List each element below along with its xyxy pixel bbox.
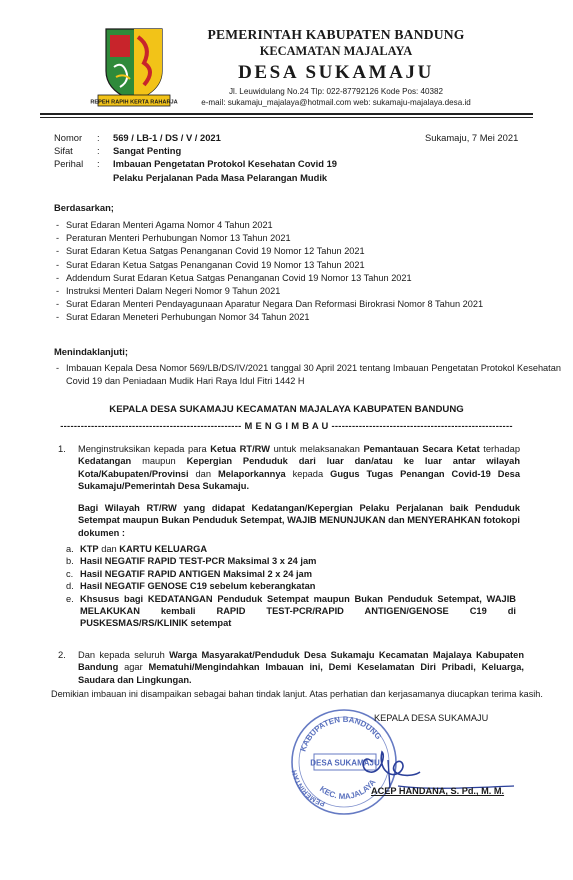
text-segment-bold: Kepergian Penduduk dari luar dan/atau ke luar antar wilayah Kota/Kabupaten/Provinsi bbox=[78, 456, 521, 479]
text-segment-bold: Warga Masyarakat/Penduduk Desa Sukamaju Kecamatan Majalaya Kabupaten Bandung bbox=[78, 650, 525, 673]
letterhead-divider bbox=[40, 113, 533, 115]
perihal-value-line1: Imbauan Pengetatan Protokol Kesehatan Covid 19 bbox=[113, 158, 338, 169]
document-requirements-list bbox=[66, 543, 516, 630]
berdasarkan-heading: Berdasarkan; bbox=[54, 202, 114, 213]
letterhead-regency: PEMERINTAH KABUPATEN BANDUNG bbox=[207, 27, 465, 42]
closing-text: Demikian imbauan ini disampaikan sebagai bahan tindak lanjut. Atas perhatian dan kerjasamanya diucapkan terima kasih. bbox=[51, 689, 543, 699]
point-2-paragraph bbox=[78, 649, 524, 686]
nomor-label: Nomor bbox=[54, 132, 83, 143]
stamp-bottom-text: KEC. MAJALAYA bbox=[318, 777, 378, 802]
text-segment: terhadap bbox=[479, 444, 521, 454]
mengimbau-divider: ----------------------------------------------------- M E N G I M B A U ----------------------------------------------------- bbox=[60, 420, 513, 431]
text-segment-bold: Khsusus bagi KEDATANGAN Penduduk Setempat maupun Bukan Penduduk Setempat, WAJIB MELAKUKAN kembali RAPID TEST-PCR/RAPID ANTIGEN/GENOSE C19 di PUSKESMAS/RS/KLINIK setempat bbox=[80, 593, 516, 629]
letterhead-village: DESA SUKAMAJU bbox=[238, 62, 434, 83]
text-segment: dan bbox=[188, 468, 218, 479]
perihal-label: Perihal bbox=[54, 158, 84, 169]
nomor-value: 569 / LB-1 / DS / V / 2021 bbox=[113, 132, 221, 143]
list-item: - Surat Edaran Menteri Pendayagunaan Aparatur Negara Dan Reformasi Birokrasi Nomor 8 Tahun 2021 bbox=[54, 298, 483, 311]
text-segment-bold: Melaporkannya bbox=[217, 468, 286, 479]
list-item: - Surat Edaran Meneteri Perhubungan Nomor 34 Tahun 2021 bbox=[54, 311, 483, 324]
kepala-desa-heading: KEPALA DESA SUKAMAJU KECAMATAN MAJALAYA KABUPATEN BANDUNG bbox=[109, 404, 464, 415]
list-item bbox=[66, 543, 516, 555]
perihal-value-line2: Pelaku Perjalanan Pada Masa Pelarangan Mudik bbox=[113, 172, 328, 183]
text-segment-bold: KTP bbox=[80, 544, 99, 554]
letterhead-divider-thin bbox=[40, 117, 533, 118]
list-marker: a. bbox=[66, 544, 74, 554]
stamp-top-text: KABUPATEN BANDUNG bbox=[298, 714, 384, 753]
stamp-left-text: PEMERINTAH bbox=[291, 769, 327, 807]
menindaklanjuti-list bbox=[54, 362, 561, 388]
text-segment: maupun bbox=[131, 456, 187, 467]
letterhead-district: KECAMATAN MAJALAYA bbox=[259, 44, 413, 58]
text-segment-bold: Hasil NEGATIF RAPID TEST-PCR Maksimal 3 x 24 jam bbox=[80, 556, 317, 567]
list-item bbox=[66, 568, 516, 580]
text-segment: Menginstruksikan kepada para bbox=[78, 444, 211, 454]
perihal-colon: : bbox=[97, 158, 100, 169]
sifat-value: Sangat Penting bbox=[113, 145, 182, 156]
menindaklanjuti-line2: Covid 19 dan Peniadaan Mudik Hari Raya Idul Fitri 1442 H bbox=[66, 376, 305, 387]
signatory-name: ACEP HANDANA, S. Pd., M. M. bbox=[371, 786, 505, 796]
text-segment: agar bbox=[118, 662, 149, 673]
list-marker: b. bbox=[66, 556, 74, 567]
list-item bbox=[66, 580, 516, 592]
text-segment: dan bbox=[98, 544, 120, 554]
signatory-title: KEPALA DESA SUKAMAJU bbox=[374, 713, 489, 723]
text-segment-bold: Hasil NEGATIF GENOSE C19 sebelum keberangkatan bbox=[80, 581, 316, 592]
list-item bbox=[66, 593, 516, 630]
list-item bbox=[54, 362, 561, 388]
text-segment: Dan kepada seluruh bbox=[78, 650, 170, 660]
text-segment-bold: Mematuhi/Mengindahkan Imbauan ini, Demi Keselamatan Diri Pribadi, Keluarga, Saudara dan Lingkungan. bbox=[78, 662, 524, 685]
text-segment-bold: Ketua RT/RW bbox=[210, 444, 270, 454]
text-segment: kepada bbox=[285, 468, 331, 479]
stamp-center-text: DESA SUKAMAJU bbox=[310, 758, 380, 768]
list-marker: d. bbox=[66, 581, 74, 592]
letterhead bbox=[190, 27, 482, 108]
list-item: - Instruksi Menteri Dalam Negeri Nomor 9 Tahun 2021 bbox=[54, 285, 483, 298]
letter-date: Sukamaju, 7 Mei 2021 bbox=[425, 132, 519, 143]
sifat-label: Sifat bbox=[54, 145, 73, 156]
point-1-number: 1. bbox=[58, 443, 66, 454]
text-segment-bold: Pemantauan Secara Ketat bbox=[363, 444, 480, 454]
text-segment-bold: Kedatangan bbox=[78, 456, 132, 467]
menindaklanjuti-heading: Menindaklanjuti; bbox=[54, 346, 128, 357]
menindaklanjuti-line1: Imbauan Kepala Desa Nomor 569/LB/DS/IV/2021 tanggal 30 April 2021 tentang Imbauan Pengetatan Protokol Kesehatan bbox=[66, 363, 561, 373]
sifat-colon: : bbox=[97, 145, 100, 156]
point-1-requirement: Bagi Wilayah RT/RW yang didapat Kedatangan/Kepergian Pelaku Perjalanan baik Penduduk Setempat maupun Bukan Penduduk Setempat, WAJIB MENUNJUKAN dan MENYERAHKAN fotokopi dokumen : bbox=[78, 503, 520, 538]
text-segment-bold: KARTU KELUARGA bbox=[119, 544, 208, 554]
letterhead-contact: e-mail: sukamaju_majalaya@hotmail.com web: sukamaju-majalaya.desa.id bbox=[201, 98, 471, 107]
point-1-paragraph bbox=[78, 443, 520, 493]
berdasarkan-list bbox=[54, 219, 483, 325]
text-segment-bold: Hasil NEGATIF RAPID ANTIGEN Maksimal 2 x 24 jam bbox=[80, 568, 312, 579]
list-item: - Surat Edaran Ketua Satgas Penanganan Covid 19 Nomor 13 Tahun 2021 bbox=[54, 259, 483, 272]
regency-logo bbox=[90, 27, 178, 109]
nomor-colon: : bbox=[97, 132, 100, 143]
list-marker: c. bbox=[66, 568, 74, 579]
logo-motto: REPEH RAPIH KERTA RAHARJA bbox=[90, 99, 178, 106]
list-item bbox=[66, 555, 516, 567]
list-item: - Peraturan Menteri Perhubungan Nomor 13 Tahun 2021 bbox=[54, 232, 483, 245]
list-marker: e. bbox=[66, 593, 74, 604]
text-segment: untuk melaksanakan bbox=[269, 444, 364, 454]
letterhead-address: Jl. Leuwidulang No.24 Tlp: 022-87792126 Kode Pos: 40382 bbox=[228, 87, 444, 96]
list-item: - Surat Edaran Menteri Agama Nomor 4 Tahun 2021 bbox=[54, 219, 483, 232]
list-item: - Surat Edaran Ketua Satgas Penanganan Covid 19 Nomor 12 Tahun 2021 bbox=[54, 245, 483, 258]
text-segment-bold: Gugus Tugas Penangan Covid-19 Desa Sukamaju/Pemerintah Desa Sukamaju. bbox=[78, 468, 520, 492]
point-2-number: 2. bbox=[58, 649, 66, 660]
list-item: - Addendum Surat Edaran Ketua Satgas Penanganan Covid 19 Nomor 13 Tahun 2021 bbox=[54, 272, 483, 285]
